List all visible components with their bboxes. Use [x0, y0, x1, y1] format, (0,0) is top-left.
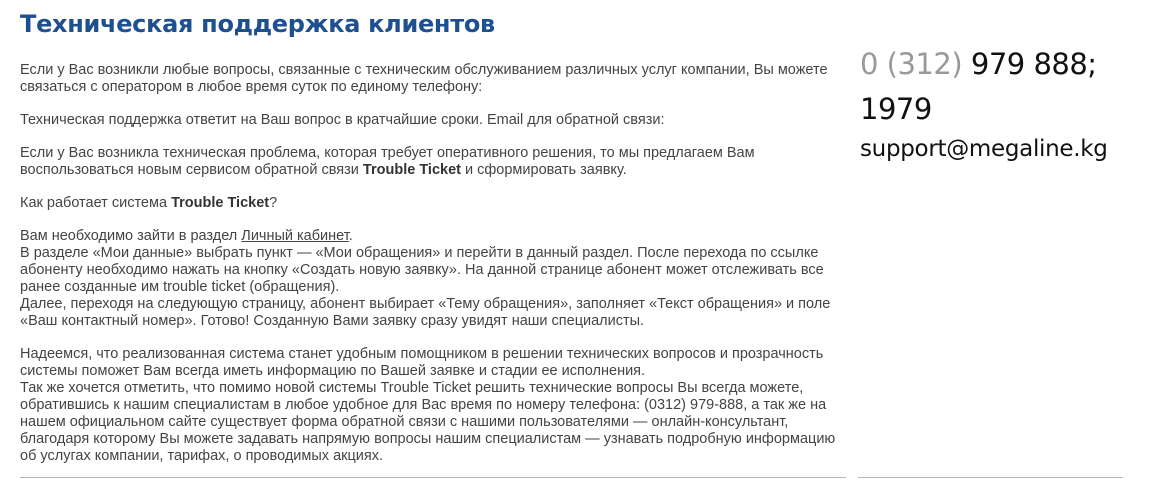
hope-paragraph: Надеемся, что реализованная система станет удобным помощником в решении технических вопросов и прозрачность системы поможет Вам всегда иметь информацию по Вашей заявке и стадии ее исполнения. [20, 346, 824, 379]
phone-main: 979 888; [970, 47, 1097, 81]
trouble-ticket-text-2: и сформировать заявку. [460, 162, 627, 178]
contact-block [860, 42, 1145, 164]
sidebar-divider [858, 477, 1123, 478]
personal-cabinet-link[interactable]: Личный кабинет [241, 228, 349, 244]
trouble-ticket-text-1: Если у Вас возникла техническая проблема, которая требует оперативного решения, то мы предлагаем Вам воспользоваться новым сервисом обратной связи [20, 145, 755, 178]
also-paragraph: Так же хочется отметить, что помимо новой системы Trouble Ticket решить технические вопросы Вы всегда можете, обратившись к нашим специалистам в любое удобное для Вас время по номеру телефона: (0312) 979-888, а так же на нашем официальном сайте существует форма обратной связи с нашими пользователями — онлайн-консультант, благодаря которому Вы можете задавать напрямую вопросы нашим специалистам — узнавать подробную информацию об услугах компании, тарифах, о проводимых акциях. [20, 380, 836, 464]
main-content [20, 62, 850, 465]
support-email: support@megaline.kg [860, 136, 1108, 162]
phone-short: 1979 [860, 92, 932, 126]
personal-cabinet-line [20, 228, 850, 245]
my-requests-paragraph: В разделе «Мои данные» выбрать пункт — «Мои обращения» и перейти в данный раздел. После перехода по ссылке абоненту необходимо нажать на кнопку «Создать новую заявку». На данной странице абонент может отслеживать все ранее созданные им trouble ticket (обращения). [20, 245, 824, 295]
intro-paragraph: Если у Вас возникли любые вопросы, связанные с техническим обслуживанием различных услуг компании, Вы можете связаться с оператором в любое время суток по единому телефону: [20, 62, 828, 95]
how-it-works-text-2: ? [269, 195, 278, 211]
next-step-paragraph: Далее, переходя на следующую страницу, абонент выбирает «Тему обращения», заполняет «Текст обращения» и поле «Ваш контактный номер». Готово! Созданную Вами заявку сразу увидят наши специалисты. [20, 296, 831, 329]
page-title: Техническая поддержка клиентов [20, 10, 495, 38]
how-it-works-text-1: Как работает система [20, 195, 172, 211]
phone-number [860, 42, 1145, 132]
phone-code: 0 (312) [860, 47, 963, 81]
how-it-works-heading [20, 195, 850, 212]
trouble-ticket-paragraph [20, 145, 850, 179]
personal-cabinet-text-2: . [348, 228, 353, 244]
trouble-ticket-bold: Trouble Ticket [362, 162, 461, 178]
support-paragraph: Техническая поддержка ответит на Ваш вопрос в кратчайшие сроки. Email для обратной связи: [20, 112, 665, 128]
content-divider [20, 477, 846, 478]
how-it-works-bold: Trouble Ticket [171, 195, 270, 211]
personal-cabinet-text-1: Вам необходимо зайти в раздел [20, 228, 242, 244]
